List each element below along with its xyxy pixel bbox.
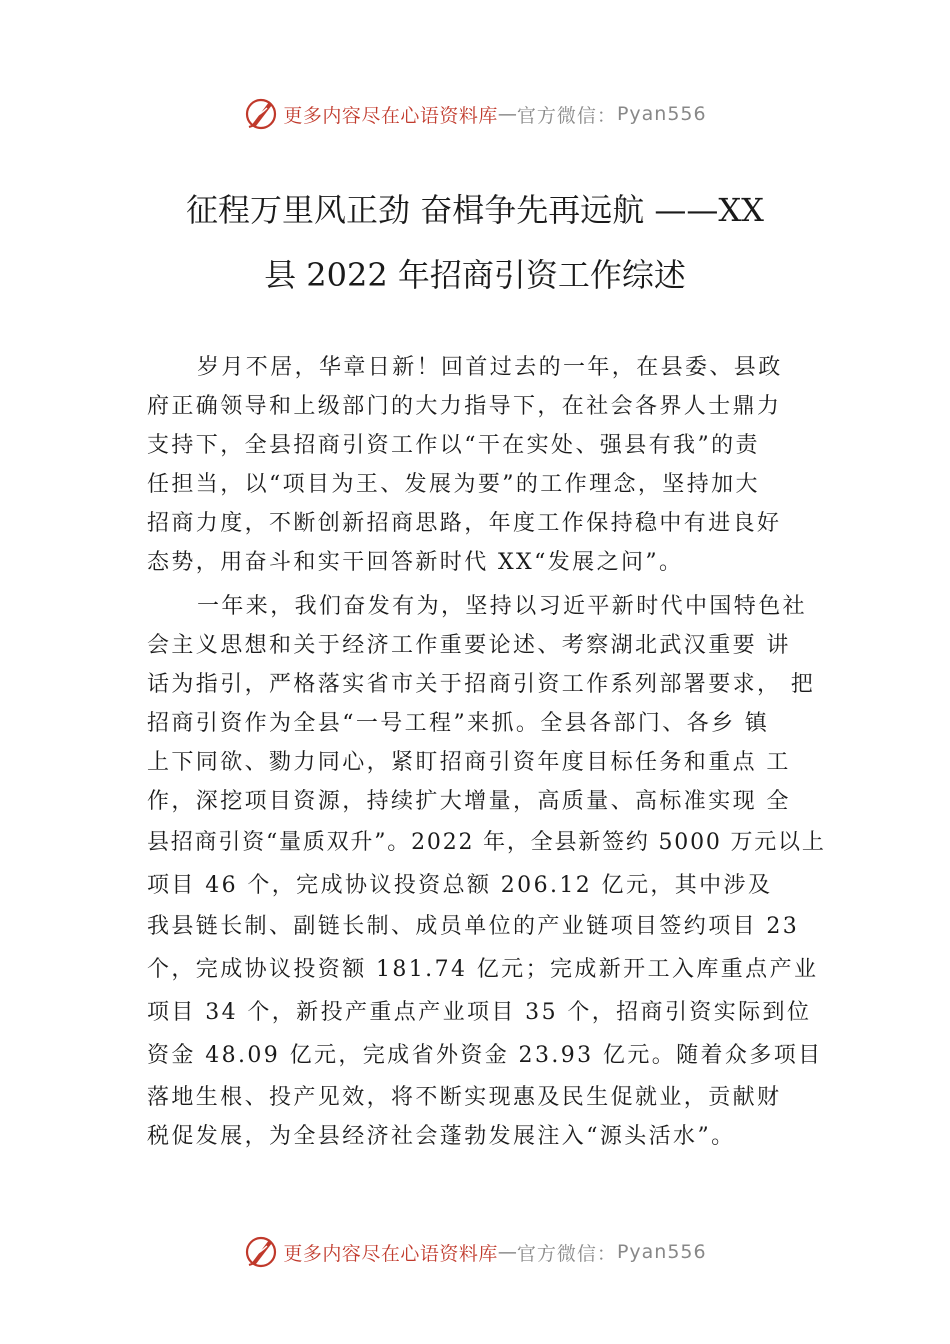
body-line: 会主义思想和关于经济工作重要论述、考察湖北武汉重要 讲: [147, 633, 791, 658]
banner-wechat-label: 官方微信：: [516, 104, 617, 127]
body-line: 资金 48.09 亿元，完成省外资金 23.93 亿元。随着众多项目: [147, 1043, 823, 1068]
body-line: 落地生根、投产见效，将不断实现惠及民生促就业，贡献财: [147, 1085, 782, 1110]
body-line: 一年来，我们奋发有为，坚持以习近平新时代中国特色社: [197, 594, 808, 619]
document-title-line-2: 县 2022 年招商引资工作综述: [264, 256, 686, 294]
quill-logo-icon: [243, 1234, 279, 1270]
body-line: 支持下，全县招商引资工作以“干在实处、强县有我”的责: [147, 433, 760, 458]
banner-wechat-id: Pyan556: [616, 103, 707, 125]
body-line: 岁月不居，华章日新！回首过去的一年，在县委、县政: [197, 355, 783, 380]
body-line: 我县链长制、副链长制、成员单位的产业链项目签约项目 23: [147, 914, 800, 939]
body-line: 任担当，以“项目为王、发展为要”的工作理念，坚持加大: [147, 472, 760, 497]
body-line: 招商力度，不断创新招商思路，年度工作保持稳中有进良好: [147, 511, 782, 536]
body-line: 税促发展，为全县经济社会蓬勃发展注入“源头活水”。: [147, 1124, 736, 1149]
body-line: 项目 34 个，新投产重点产业项目 35 个，招商引资实际到位: [147, 1000, 812, 1025]
body-line: 县招商引资“量质双升”。2022 年，全县新签约 5000 万元以上: [147, 830, 826, 855]
body-line: 个，完成协议投资额 181.74 亿元；完成新开工入库重点产业: [147, 957, 819, 982]
header-banner: [0, 92, 950, 136]
body-line: 招商引资作为全县“一号工程”来抓。全县各部门、各乡 镇: [147, 711, 770, 736]
body-line: 府正确领导和上级部门的大力指导下，在社会各界人士鼎力: [147, 394, 782, 419]
body-line: 态势，用奋斗和实干回答新时代 XX“发展之问”。: [147, 550, 684, 575]
banner-dash: —: [497, 1241, 517, 1263]
banner-wechat-id: Pyan556: [616, 1241, 707, 1263]
banner-dash: —: [497, 103, 517, 125]
banner-text: 更多内容尽在心语资料库: [283, 104, 498, 127]
body-line: 上下同欲、勠力同心，紧盯招商引资年度目标任务和重点 工: [147, 750, 791, 775]
body-line: 项目 46 个，完成协议投资总额 206.12 亿元，其中涉及: [147, 873, 773, 898]
quill-logo-icon: [243, 96, 279, 132]
body-line: 作，深挖项目资源，持续扩大增量，高质量、高标准实现 全: [147, 789, 791, 814]
body-line: 话为指引，严格落实省市关于招商引资工作系列部署要求， 把: [147, 672, 816, 697]
banner-wechat-label: 官方微信：: [516, 1242, 617, 1265]
document-title-line-1: 征程万里风正劲 奋楫争先再远航 ——XX: [186, 191, 764, 229]
footer-banner: [0, 1230, 950, 1274]
banner-text: 更多内容尽在心语资料库: [283, 1242, 498, 1265]
